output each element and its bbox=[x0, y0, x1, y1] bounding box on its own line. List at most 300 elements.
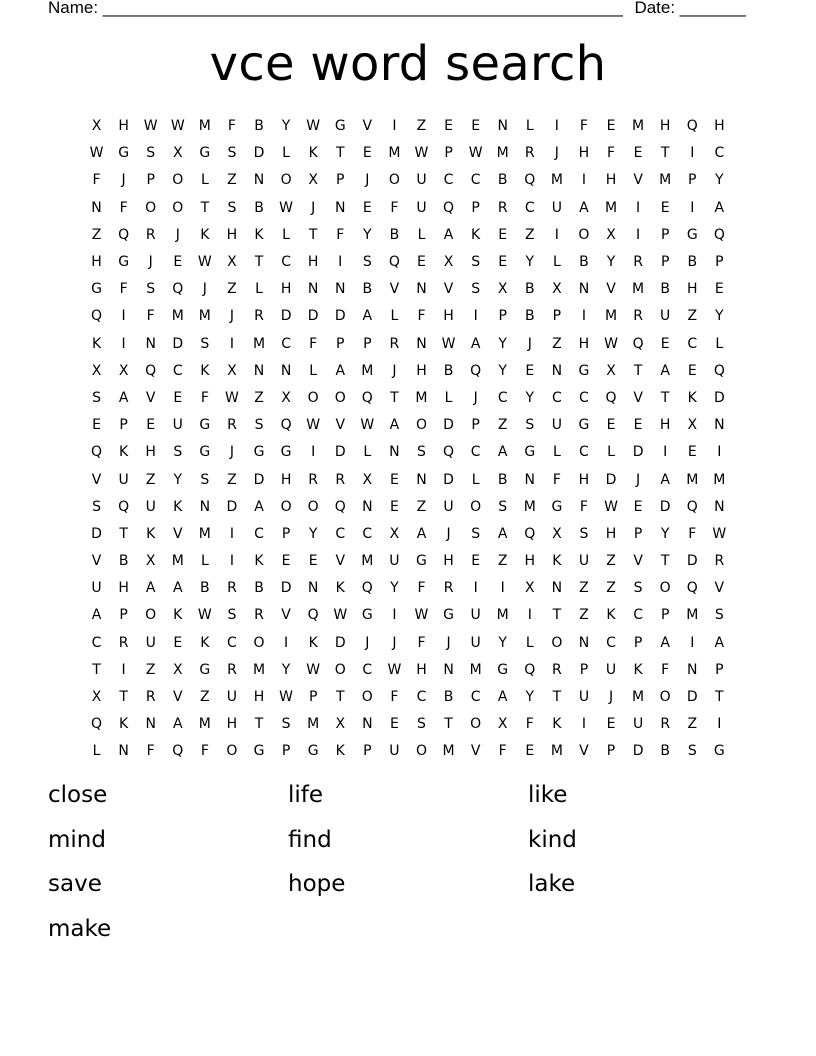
grid-letter: M bbox=[686, 471, 699, 488]
grid-letter: S bbox=[146, 145, 156, 162]
grid-letter: W bbox=[468, 145, 483, 162]
grid-letter: E bbox=[173, 389, 183, 406]
grid-letter: X bbox=[687, 417, 698, 434]
grid-letter: L bbox=[282, 145, 290, 162]
grid-letter: X bbox=[389, 525, 400, 542]
grid-letter: R bbox=[497, 199, 508, 216]
grid-letter: D bbox=[632, 444, 644, 461]
grid-letter: Y bbox=[281, 118, 291, 135]
grid-letter: E bbox=[498, 226, 508, 243]
grid-letter: W bbox=[89, 145, 104, 162]
grid-letter: C bbox=[687, 335, 698, 352]
grid-letter: C bbox=[172, 362, 183, 379]
grid-letter: O bbox=[280, 498, 292, 515]
grid-letter: M bbox=[496, 607, 509, 624]
grid-letter: J bbox=[121, 172, 126, 189]
grid-letter: A bbox=[660, 362, 670, 379]
grid-letter: A bbox=[714, 634, 725, 651]
grid-letter: D bbox=[605, 471, 617, 488]
grid-letter: J bbox=[148, 254, 153, 271]
word-list-item: close bbox=[48, 782, 108, 808]
grid-letter: I bbox=[690, 145, 695, 162]
grid-letter: Q bbox=[605, 389, 617, 406]
grid-letter: T bbox=[254, 254, 264, 271]
grid-letter: O bbox=[470, 716, 482, 733]
grid-letter: U bbox=[389, 743, 400, 760]
grid-letter: R bbox=[227, 661, 237, 678]
grid-letter: P bbox=[579, 661, 589, 678]
grid-letter: X bbox=[172, 145, 183, 162]
grid-row bbox=[83, 548, 733, 575]
grid-letter: E bbox=[362, 199, 372, 216]
grid-letter: I bbox=[636, 226, 641, 243]
grid-letter: U bbox=[91, 580, 102, 597]
grid-letter: N bbox=[578, 281, 590, 298]
grid-row bbox=[83, 711, 733, 738]
grid-letter: M bbox=[442, 743, 455, 760]
grid-letter: I bbox=[229, 525, 234, 542]
grid-letter: V bbox=[281, 607, 291, 624]
grid-letter: S bbox=[227, 199, 237, 216]
grid-letter: F bbox=[200, 743, 209, 760]
grid-letter: I bbox=[581, 172, 587, 189]
grid-letter: B bbox=[118, 553, 129, 570]
grid-letter: G bbox=[253, 743, 265, 760]
grid-letter: E bbox=[444, 118, 453, 135]
grid-letter: D bbox=[91, 525, 102, 542]
grid-letter: E bbox=[633, 417, 643, 434]
grid-letter: G bbox=[443, 607, 454, 624]
grid-letter: J bbox=[446, 525, 451, 542]
grid-letter: B bbox=[660, 743, 670, 760]
grid-letter: D bbox=[686, 689, 698, 706]
grid-letter: P bbox=[119, 417, 128, 434]
grid-letter: V bbox=[606, 281, 616, 298]
grid-letter: Z bbox=[606, 553, 616, 570]
grid-letter: E bbox=[417, 254, 426, 271]
grid-letter: M bbox=[632, 281, 645, 298]
grid-letter: E bbox=[471, 553, 481, 570]
grid-letter: T bbox=[660, 553, 670, 570]
grid-letter: X bbox=[552, 525, 562, 542]
grid-letter: L bbox=[525, 118, 534, 135]
grid-row bbox=[83, 113, 733, 140]
grid-letter: B bbox=[660, 281, 670, 298]
grid-letter: O bbox=[226, 743, 238, 760]
grid-letter: Z bbox=[687, 716, 698, 733]
grid-letter: Z bbox=[200, 689, 210, 706]
grid-letter: C bbox=[362, 661, 373, 678]
grid-letter: I bbox=[121, 661, 126, 678]
grid-letter: W bbox=[170, 118, 185, 135]
grid-row bbox=[83, 195, 733, 222]
grid-letter: M bbox=[550, 743, 563, 760]
grid-letter: Z bbox=[254, 389, 264, 406]
grid-letter: T bbox=[335, 145, 345, 162]
grid-letter: H bbox=[118, 580, 129, 597]
grid-letter: K bbox=[606, 607, 616, 624]
grid-letter: G bbox=[253, 444, 265, 461]
grid-letter: M bbox=[307, 716, 320, 733]
grid-letter: F bbox=[146, 743, 155, 760]
grid-letter: R bbox=[633, 308, 643, 325]
grid-letter: J bbox=[392, 634, 397, 651]
grid-letter: X bbox=[281, 389, 291, 406]
grid-letter: S bbox=[200, 335, 210, 352]
grid-letter: E bbox=[633, 145, 643, 162]
grid-letter: F bbox=[390, 199, 399, 216]
grid-letter: R bbox=[443, 580, 454, 597]
grid-letter: Z bbox=[552, 335, 562, 352]
grid-letter: D bbox=[443, 417, 454, 434]
grid-letter: Q bbox=[361, 580, 373, 597]
grid-letter: O bbox=[470, 498, 482, 515]
grid-letter: Z bbox=[497, 417, 508, 434]
grid-letter: U bbox=[443, 498, 454, 515]
grid-letter: D bbox=[443, 471, 454, 488]
grid-letter: Y bbox=[308, 525, 318, 542]
grid-row bbox=[83, 412, 733, 439]
grid-letter: U bbox=[551, 199, 562, 216]
grid-letter: R bbox=[714, 553, 725, 570]
grid-letter: V bbox=[633, 389, 643, 406]
grid-letter: H bbox=[578, 471, 590, 488]
grid-letter: S bbox=[146, 281, 156, 298]
grid-letter: G bbox=[578, 362, 590, 379]
grid-letter: T bbox=[119, 689, 128, 706]
grid-letter: S bbox=[714, 607, 724, 624]
grid-letter: V bbox=[633, 172, 643, 189]
grid-letter: Z bbox=[145, 661, 156, 678]
grid-letter: Q bbox=[713, 226, 725, 243]
grid-letter: H bbox=[226, 226, 238, 243]
grid-letter: N bbox=[362, 498, 373, 515]
grid-row bbox=[83, 249, 733, 276]
grid-letter: N bbox=[714, 417, 725, 434]
grid-row bbox=[83, 684, 733, 711]
grid-row bbox=[83, 738, 733, 765]
grid-letter: Q bbox=[91, 716, 103, 733]
grid-row bbox=[83, 222, 733, 249]
grid-letter: C bbox=[227, 634, 237, 651]
grid-letter: T bbox=[660, 145, 670, 162]
grid-letter: U bbox=[470, 607, 481, 624]
grid-letter: P bbox=[336, 172, 345, 189]
grid-letter: T bbox=[119, 525, 128, 542]
grid-letter: T bbox=[444, 716, 453, 733]
word-list-item: make bbox=[48, 915, 112, 942]
grid-letter: N bbox=[145, 335, 156, 352]
grid-letter: H bbox=[280, 471, 292, 488]
grid-letter: X bbox=[443, 254, 454, 271]
grid-letter: K bbox=[254, 226, 264, 243]
grid-letter: O bbox=[388, 172, 400, 189]
grid-letter: Y bbox=[281, 661, 291, 678]
grid-letter: Z bbox=[91, 226, 102, 243]
grid-row bbox=[83, 385, 733, 412]
grid-letter: W bbox=[279, 689, 293, 706]
grid-letter: L bbox=[715, 335, 724, 352]
grid-letter: F bbox=[227, 118, 236, 135]
grid-letter: S bbox=[362, 254, 372, 271]
grid-letter: Z bbox=[227, 471, 237, 488]
grid-letter: Z bbox=[227, 281, 237, 298]
grid-letter: B bbox=[200, 580, 210, 597]
grid-letter: U bbox=[578, 689, 590, 706]
grid-letter: E bbox=[92, 417, 101, 434]
grid-letter: M bbox=[632, 689, 645, 706]
grid-letter: V bbox=[443, 281, 454, 298]
grid-letter: G bbox=[280, 444, 292, 461]
grid-letter: P bbox=[715, 254, 724, 271]
grid-letter: X bbox=[91, 118, 102, 135]
grid-letter: L bbox=[417, 226, 426, 243]
grid-letter: X bbox=[308, 172, 318, 189]
grid-letter: R bbox=[227, 417, 237, 434]
grid-letter: M bbox=[388, 145, 401, 162]
grid-letter: M bbox=[469, 661, 482, 678]
grid-letter: M bbox=[252, 661, 266, 678]
grid-letter: N bbox=[199, 498, 211, 515]
grid-letter: I bbox=[392, 607, 397, 624]
grid-letter: A bbox=[497, 525, 508, 542]
grid-letter: E bbox=[389, 498, 399, 515]
grid-letter: K bbox=[173, 498, 183, 515]
grid-letter: S bbox=[471, 525, 481, 542]
grid-letter: G bbox=[199, 417, 211, 434]
grid-letter: O bbox=[172, 199, 184, 216]
grid-letter: T bbox=[254, 716, 264, 733]
grid-letter: R bbox=[389, 335, 400, 352]
grid-letter: I bbox=[690, 199, 695, 216]
grid-letter: A bbox=[416, 525, 427, 542]
grid-letter: M bbox=[252, 335, 266, 352]
grid-letter: F bbox=[92, 172, 101, 189]
grid-letter: F bbox=[417, 308, 426, 325]
grid-letter: C bbox=[633, 607, 643, 624]
grid-letter: L bbox=[282, 226, 290, 243]
grid-letter: B bbox=[443, 689, 454, 706]
grid-letter: E bbox=[389, 716, 399, 733]
grid-letter: A bbox=[118, 389, 129, 406]
grid-letter: X bbox=[118, 362, 129, 379]
grid-letter: R bbox=[145, 689, 156, 706]
page-title: vce word search bbox=[209, 36, 607, 92]
grid-letter: T bbox=[552, 689, 562, 706]
grid-letter: P bbox=[660, 254, 670, 271]
grid-letter: L bbox=[552, 444, 561, 461]
grid-letter: B bbox=[443, 362, 454, 379]
grid-letter: P bbox=[471, 199, 480, 216]
grid-letter: T bbox=[92, 661, 101, 678]
grid-row bbox=[83, 331, 733, 358]
grid-letter: X bbox=[91, 689, 102, 706]
grid-letter: A bbox=[660, 634, 670, 651]
grid-letter: Z bbox=[579, 607, 589, 624]
grid-letter: W bbox=[306, 118, 321, 135]
grid-letter: Q bbox=[280, 417, 292, 434]
grid-letter: E bbox=[281, 553, 291, 570]
grid-letter: I bbox=[500, 580, 505, 597]
grid-letter: P bbox=[660, 607, 670, 624]
grid-letter: H bbox=[714, 118, 725, 135]
grid-letter: U bbox=[470, 634, 481, 651]
grid-letter: Z bbox=[416, 118, 427, 135]
grid-letter: X bbox=[362, 471, 373, 488]
grid-letter: Q bbox=[686, 118, 698, 135]
grid-letter: C bbox=[443, 172, 454, 189]
grid-letter: W bbox=[279, 199, 293, 216]
grid-letter: Q bbox=[145, 362, 157, 379]
grid-letter: P bbox=[444, 145, 453, 162]
grid-letter: R bbox=[552, 661, 562, 678]
grid-letter: X bbox=[524, 580, 535, 597]
grid-letter: D bbox=[713, 389, 725, 406]
grid-letter: O bbox=[280, 172, 292, 189]
grid-letter: V bbox=[91, 471, 102, 488]
grid-letter: O bbox=[307, 498, 319, 515]
grid-letter: Q bbox=[388, 254, 400, 271]
grid-letter: L bbox=[390, 308, 399, 325]
grid-letter: I bbox=[636, 199, 641, 216]
grid-letter: A bbox=[714, 199, 725, 216]
grid-letter: W bbox=[414, 607, 429, 624]
grid-letter: C bbox=[335, 525, 346, 542]
word-list-item: hope bbox=[288, 871, 346, 897]
grid-letter: P bbox=[606, 743, 616, 760]
grid-letter: W bbox=[306, 661, 321, 678]
grid-letter: K bbox=[633, 661, 643, 678]
grid-letter: I bbox=[311, 444, 316, 461]
word-list-item: find bbox=[288, 826, 332, 853]
grid-letter: H bbox=[118, 118, 129, 135]
grid-letter: B bbox=[389, 226, 400, 243]
grid-letter: W bbox=[225, 389, 239, 406]
grid-letter: V bbox=[362, 118, 373, 135]
grid-letter: P bbox=[498, 308, 507, 325]
grid-letter: Z bbox=[416, 498, 427, 515]
grid-letter: M bbox=[686, 607, 699, 624]
grid-letter: H bbox=[307, 254, 319, 271]
grid-letter: E bbox=[660, 335, 670, 352]
worksheet-header bbox=[48, 0, 746, 20]
grid-letter: K bbox=[552, 553, 562, 570]
grid-letter: X bbox=[227, 362, 237, 379]
word-list bbox=[48, 780, 768, 958]
grid-letter: G bbox=[118, 254, 130, 271]
grid-letter: N bbox=[253, 362, 265, 379]
grid-letter: Z bbox=[145, 471, 156, 488]
grid-letter: O bbox=[659, 580, 671, 597]
grid-letter: O bbox=[253, 634, 265, 651]
grid-letter: B bbox=[254, 580, 264, 597]
grid-letter: U bbox=[145, 634, 156, 651]
grid-letter: I bbox=[284, 634, 289, 651]
grid-letter: I bbox=[473, 580, 478, 597]
grid-letter: C bbox=[470, 444, 481, 461]
grid-letter: R bbox=[254, 308, 264, 325]
grid-letter: I bbox=[717, 444, 722, 461]
grid-letter: G bbox=[578, 417, 590, 434]
grid-letter: C bbox=[362, 525, 373, 542]
grid-letter: U bbox=[145, 498, 156, 515]
grid-letter: T bbox=[715, 689, 724, 706]
word-list-item: lake bbox=[528, 871, 576, 897]
grid-letter: I bbox=[690, 634, 695, 651]
grid-letter: S bbox=[633, 580, 643, 597]
grid-letter: P bbox=[146, 172, 155, 189]
grid-letter: J bbox=[229, 444, 234, 461]
grid-letter: P bbox=[715, 661, 724, 678]
grid-letter: S bbox=[281, 716, 291, 733]
grid-letter: K bbox=[119, 716, 129, 733]
grid-letter: O bbox=[334, 389, 346, 406]
grid-letter: D bbox=[172, 335, 184, 352]
grid-letter: C bbox=[281, 335, 291, 352]
grid-letter: X bbox=[606, 226, 616, 243]
grid-letter: N bbox=[416, 281, 427, 298]
grid-letter: E bbox=[173, 634, 183, 651]
grid-letter: M bbox=[550, 172, 563, 189]
grid-letter: U bbox=[389, 553, 400, 570]
grid-letter: N bbox=[416, 335, 427, 352]
grid-letter: S bbox=[92, 389, 101, 406]
grid-letter: D bbox=[280, 580, 292, 597]
grid-letter: I bbox=[121, 335, 126, 352]
grid-letter: Y bbox=[390, 580, 399, 597]
grid-row bbox=[83, 303, 733, 330]
grid-letter: M bbox=[198, 525, 211, 542]
grid-letter: D bbox=[253, 145, 265, 162]
grid-letter: U bbox=[660, 308, 671, 325]
word-list-item: mind bbox=[48, 826, 106, 853]
grid-letter: J bbox=[608, 689, 614, 706]
grid-letter: E bbox=[525, 362, 535, 379]
grid-letter: Y bbox=[660, 525, 670, 542]
grid-letter: W bbox=[143, 118, 158, 135]
grid-letter: B bbox=[579, 254, 589, 271]
grid-letter: C bbox=[416, 689, 427, 706]
grid-letter: I bbox=[338, 254, 343, 271]
grid-letter: A bbox=[470, 335, 481, 352]
grid-letter: C bbox=[254, 525, 264, 542]
grid-letter: N bbox=[91, 199, 102, 216]
grid-letter: O bbox=[145, 607, 157, 624]
grid-letter: X bbox=[91, 362, 102, 379]
grid-letter: F bbox=[200, 389, 209, 406]
grid-letter: L bbox=[255, 281, 263, 298]
grid-letter: O bbox=[551, 634, 563, 651]
grid-letter: M bbox=[713, 471, 726, 488]
grid-letter: N bbox=[389, 444, 400, 461]
grid-letter: I bbox=[717, 716, 722, 733]
grid-letter: H bbox=[145, 444, 156, 461]
grid-letter: J bbox=[175, 226, 180, 243]
grid-letter: C bbox=[91, 634, 102, 651]
grid-letter: N bbox=[551, 580, 563, 597]
grid-letter: G bbox=[361, 607, 373, 624]
grid-letter: K bbox=[119, 444, 129, 461]
grid-letter: N bbox=[524, 471, 536, 488]
grid-row bbox=[83, 140, 733, 167]
grid-letter: L bbox=[363, 444, 372, 461]
grid-row bbox=[83, 167, 733, 194]
grid-letter: M bbox=[198, 118, 211, 135]
grid-letter: X bbox=[552, 281, 562, 298]
grid-letter: E bbox=[362, 145, 372, 162]
grid-row bbox=[83, 575, 733, 602]
grid-letter: Z bbox=[524, 226, 535, 243]
